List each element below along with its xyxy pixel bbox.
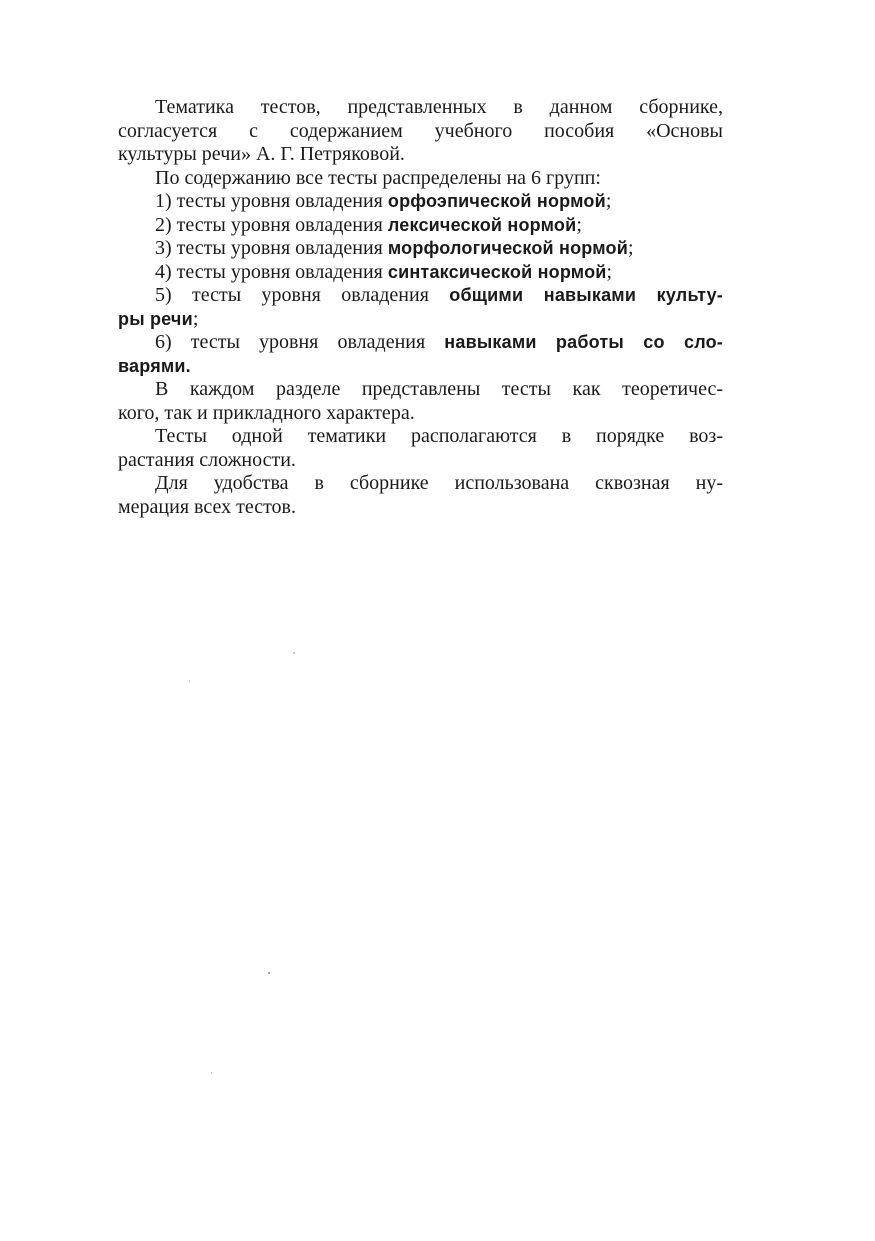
scan-speck (293, 652, 295, 654)
group-item-emphasis: лексической нормой (387, 214, 577, 235)
group-item-suffix: ; (628, 237, 634, 259)
body-text (118, 96, 723, 519)
order-line-2: растания сложности. (118, 448, 296, 471)
group-item-5 (118, 284, 723, 308)
group-item-5-continuation (118, 308, 723, 332)
intro-line-3: культуры речи» А. Г. Петряковой. (118, 143, 405, 165)
group-item-suffix: ; (605, 190, 612, 212)
group-item-emphasis-continued: варями. (118, 355, 191, 376)
group-item-3 (118, 237, 723, 261)
group-item-emphasis: синтаксической нормой (387, 261, 607, 282)
group-item-suffix: ; (192, 307, 199, 330)
intro-line-2: согласуется с содержанием учебного пособия «Основы (118, 119, 723, 142)
numbering-line-1: Для удобства в сборнике использована сквозная ну- (155, 472, 723, 494)
order-line-1: Тесты одной тематики располагаются в порядке воз- (155, 425, 723, 447)
group-item-2 (118, 214, 723, 238)
group-item-prefix: 2) тесты уровня овладения (155, 213, 388, 236)
intro-line-1: Тематика тестов, представленных в данном сборнике, (155, 96, 723, 118)
group-item-emphasis-continued: ры речи (118, 308, 193, 329)
group-item-suffix: ; (606, 260, 613, 283)
group-item-prefix: 4) тесты уровня овладения (155, 260, 388, 283)
group-item-prefix: 6) тесты уровня овладения (155, 331, 445, 353)
sections-line-2: кого, так и прикладного характера. (118, 401, 415, 424)
scan-speck (189, 680, 190, 682)
group-item-emphasis: морфологической нормой (387, 238, 628, 258)
group-item-emphasis: навыками работы со сло- (444, 332, 723, 352)
group-item-6-continuation (118, 355, 723, 379)
scan-speck (211, 1072, 212, 1074)
numbering-line-2: мерация всех тестов. (118, 495, 296, 518)
groups-intro: По содержанию все тесты распределены на 6 групп: (155, 166, 601, 189)
group-item-4 (118, 261, 723, 285)
group-item-prefix: 3) тесты уровня овладения (155, 237, 388, 259)
group-item-prefix: 5) тесты уровня овладения (155, 284, 450, 306)
group-item-emphasis: общими навыками культу- (449, 285, 723, 305)
sections-line-1: В каждом разделе представлены тесты как теоретичес- (155, 378, 723, 400)
group-item-emphasis: орфоэпической нормой (387, 191, 606, 211)
scan-speck (268, 972, 270, 974)
group-item-suffix: ; (576, 213, 582, 236)
group-item-prefix: 1) тесты уровня овладения (155, 190, 388, 212)
group-item-1 (118, 190, 723, 214)
group-item-6 (118, 331, 723, 355)
